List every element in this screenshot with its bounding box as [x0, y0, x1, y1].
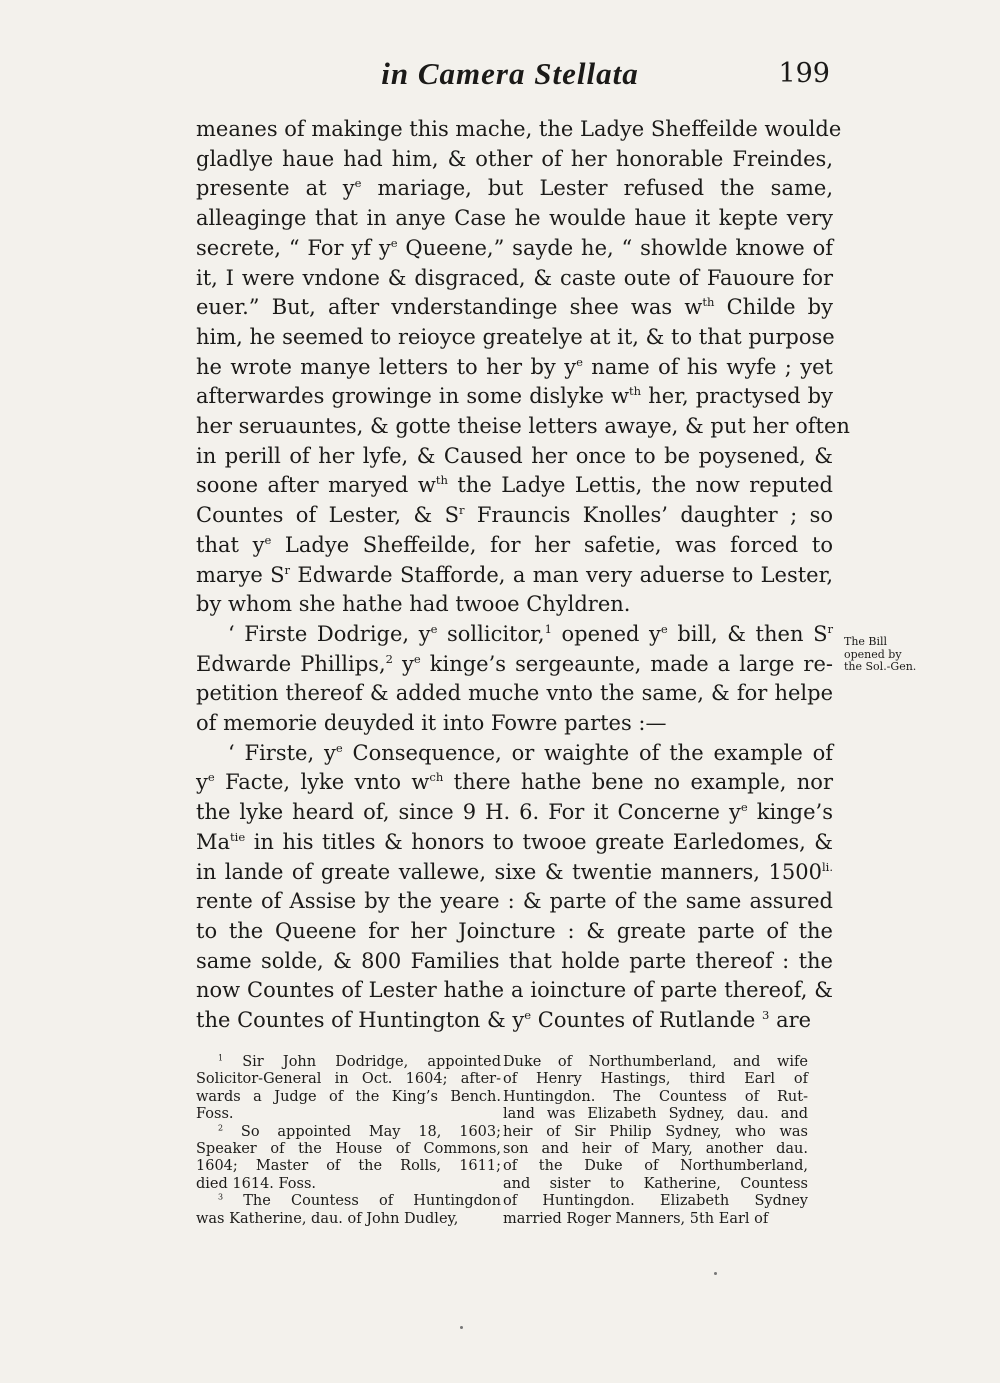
body-line: in lande of greate vallewe, sixe & twentie manners, $1500^{li.}$	[196, 859, 833, 884]
margin-note	[844, 636, 994, 674]
footnote-line: married Roger Manners, 5th Earl of	[503, 1210, 769, 1227]
body-line: ‘ Firste, $y^e$ Consequence, or waighte of the example of	[228, 740, 833, 765]
footnote-line: was Katherine, dau. of John Dudley,	[196, 1210, 459, 1227]
body-line: the Countes of Huntington & $y^e$ Countes of Rutlande $^3$ are	[196, 1008, 812, 1033]
footnote-line: $^2$ So appointed May 18, 1603;	[218, 1123, 501, 1140]
body-line: that $y^e$ Ladye Sheffeilde, for her safetie, was forced to	[196, 532, 833, 557]
paper-speck	[460, 1326, 463, 1329]
footnote-line: died 1614. Foss.	[196, 1175, 317, 1192]
body-line: in perill of her lyfe, & Caused her once to be poysened, &	[196, 443, 833, 468]
body-line: soone after maryed $w^{th}$ the Ladye Lettis, the now reputed	[196, 473, 834, 498]
footnote-line: 1604; Master of the Rolls, 1611;	[196, 1158, 501, 1175]
margin-note-line: opened by	[844, 647, 902, 661]
body-line: he wrote manye letters to her by $y^e$ name of his wyfe ; yet	[196, 354, 833, 379]
body-line: same solde, & 800 Families that holde parte thereof : the	[196, 948, 833, 973]
body-line: presente at $y^e$ mariage, but Lester refused the same,	[196, 176, 833, 201]
running-title: in Camera Stellata	[381, 56, 639, 91]
body-line: $Ma^{tie}$ in his titles & honors to twooe greate Earledomes, &	[196, 829, 833, 854]
body-line: afterwardes growinge in some dislyke $w^{th}$ her, practysed by	[196, 384, 833, 409]
body-line: petition thereof & added muche vnto the same, & for helpe	[196, 681, 833, 706]
footnote-line: Duke of Northumberland, and wife	[503, 1054, 808, 1070]
body-line: of memorie deuyded it into Fowre partes :—	[196, 711, 667, 736]
body-line: meanes of makinge this mache, the Ladye Sheffeilde woulde	[196, 117, 842, 141]
footnote-line: heir of Sir Philip Sydney, who was	[503, 1123, 808, 1140]
body-line: Countes of Lester, & $S^r$ Frauncis Knolles’ daughter ; so	[196, 503, 833, 528]
footnote-line: Huntingdon. The Countess of Rut-	[503, 1088, 808, 1105]
body-line: secrete, “ For yf $y^e$ Queene,” sayde he, “ showlde knowe of	[196, 235, 833, 260]
body-line: the lyke heard of, since 9 H. 6. For it Concerne $y^e$ kinge’s	[196, 800, 834, 825]
footnote-line: of Henry Hastings, third Earl of	[503, 1071, 808, 1088]
body-line: him, he seemed to reioyce greatelye at it, & to that purpose	[196, 324, 835, 349]
body-line: euer.” But, after vnderstandinge shee was $w^{th}$ Childe by	[196, 295, 833, 320]
footnote-line: Solicitor-General in Oct. 1604; after-	[196, 1071, 501, 1088]
body-line: it, I were vndone & disgraced, & caste oute of Fauoure for	[196, 265, 833, 290]
footnote-line: and sister to Katherine, Countess	[503, 1175, 808, 1192]
margin-note-line: the Sol.-Gen.	[844, 660, 917, 673]
footnote-line: son and heir of Mary, another dau.	[503, 1141, 808, 1158]
footnote-line: Speaker of the House of Commons,	[196, 1141, 501, 1158]
footnotes-right-column	[503, 1054, 808, 1228]
body-line: alleaginge that in anye Case he woulde haue it kepte very	[196, 206, 833, 231]
footnote-line: of Huntingdon. Elizabeth Sydney	[503, 1193, 808, 1210]
footnote-line: land was Elizabeth Sydney, dau. and	[503, 1106, 808, 1123]
body-line: now Countes of Lester hathe a ioincture of parte thereof, &	[196, 978, 833, 1003]
body-line: Edwarde Phillips,$^2$ $y^e$ kinge’s sergeaunte, made a large re-	[196, 651, 833, 676]
body-line: to the Queene for her Joincture : & greate parte of the	[196, 918, 833, 943]
body-line: ‘ Firste Dodrige, $y^e$ sollicitor,$^1$ opened $y^e$ bill, & then $S^r$	[228, 621, 833, 646]
body-line: by whom she hathe had twooe Chyldren.	[196, 592, 631, 617]
margin-note-line: The Bill	[844, 635, 888, 648]
body-line: gladlye haue had him, & other of her honorable Freindes,	[196, 146, 833, 171]
page-number: 199	[778, 58, 830, 89]
footnote-line: wards a Judge of the King’s Bench.	[196, 1088, 501, 1105]
body-line: $y^e$ Facte, lyke vnto $w^{ch}$ there hathe bene no example, nor	[196, 770, 833, 795]
body-text	[196, 115, 850, 1036]
footnote-line: $^3$ The Countess of Huntingdon	[218, 1192, 501, 1210]
body-line: rente of Assise by the yeare : & parte of the same assured	[196, 889, 833, 914]
footnote-line: of the Duke of Northumberland,	[503, 1158, 808, 1175]
body-line: marye $S^r$ Edwarde Stafforde, a man very aduerse to Lester,	[196, 562, 833, 587]
footnotes-left-column	[196, 1054, 501, 1228]
footnote-line: $^1$ Sir John Dodridge, appointed	[218, 1053, 501, 1070]
paper-speck	[714, 1272, 717, 1275]
footnote-line: Foss.	[196, 1106, 234, 1123]
body-line: her seruauntes, & gotte theise letters awaye, & put her often	[196, 414, 850, 439]
